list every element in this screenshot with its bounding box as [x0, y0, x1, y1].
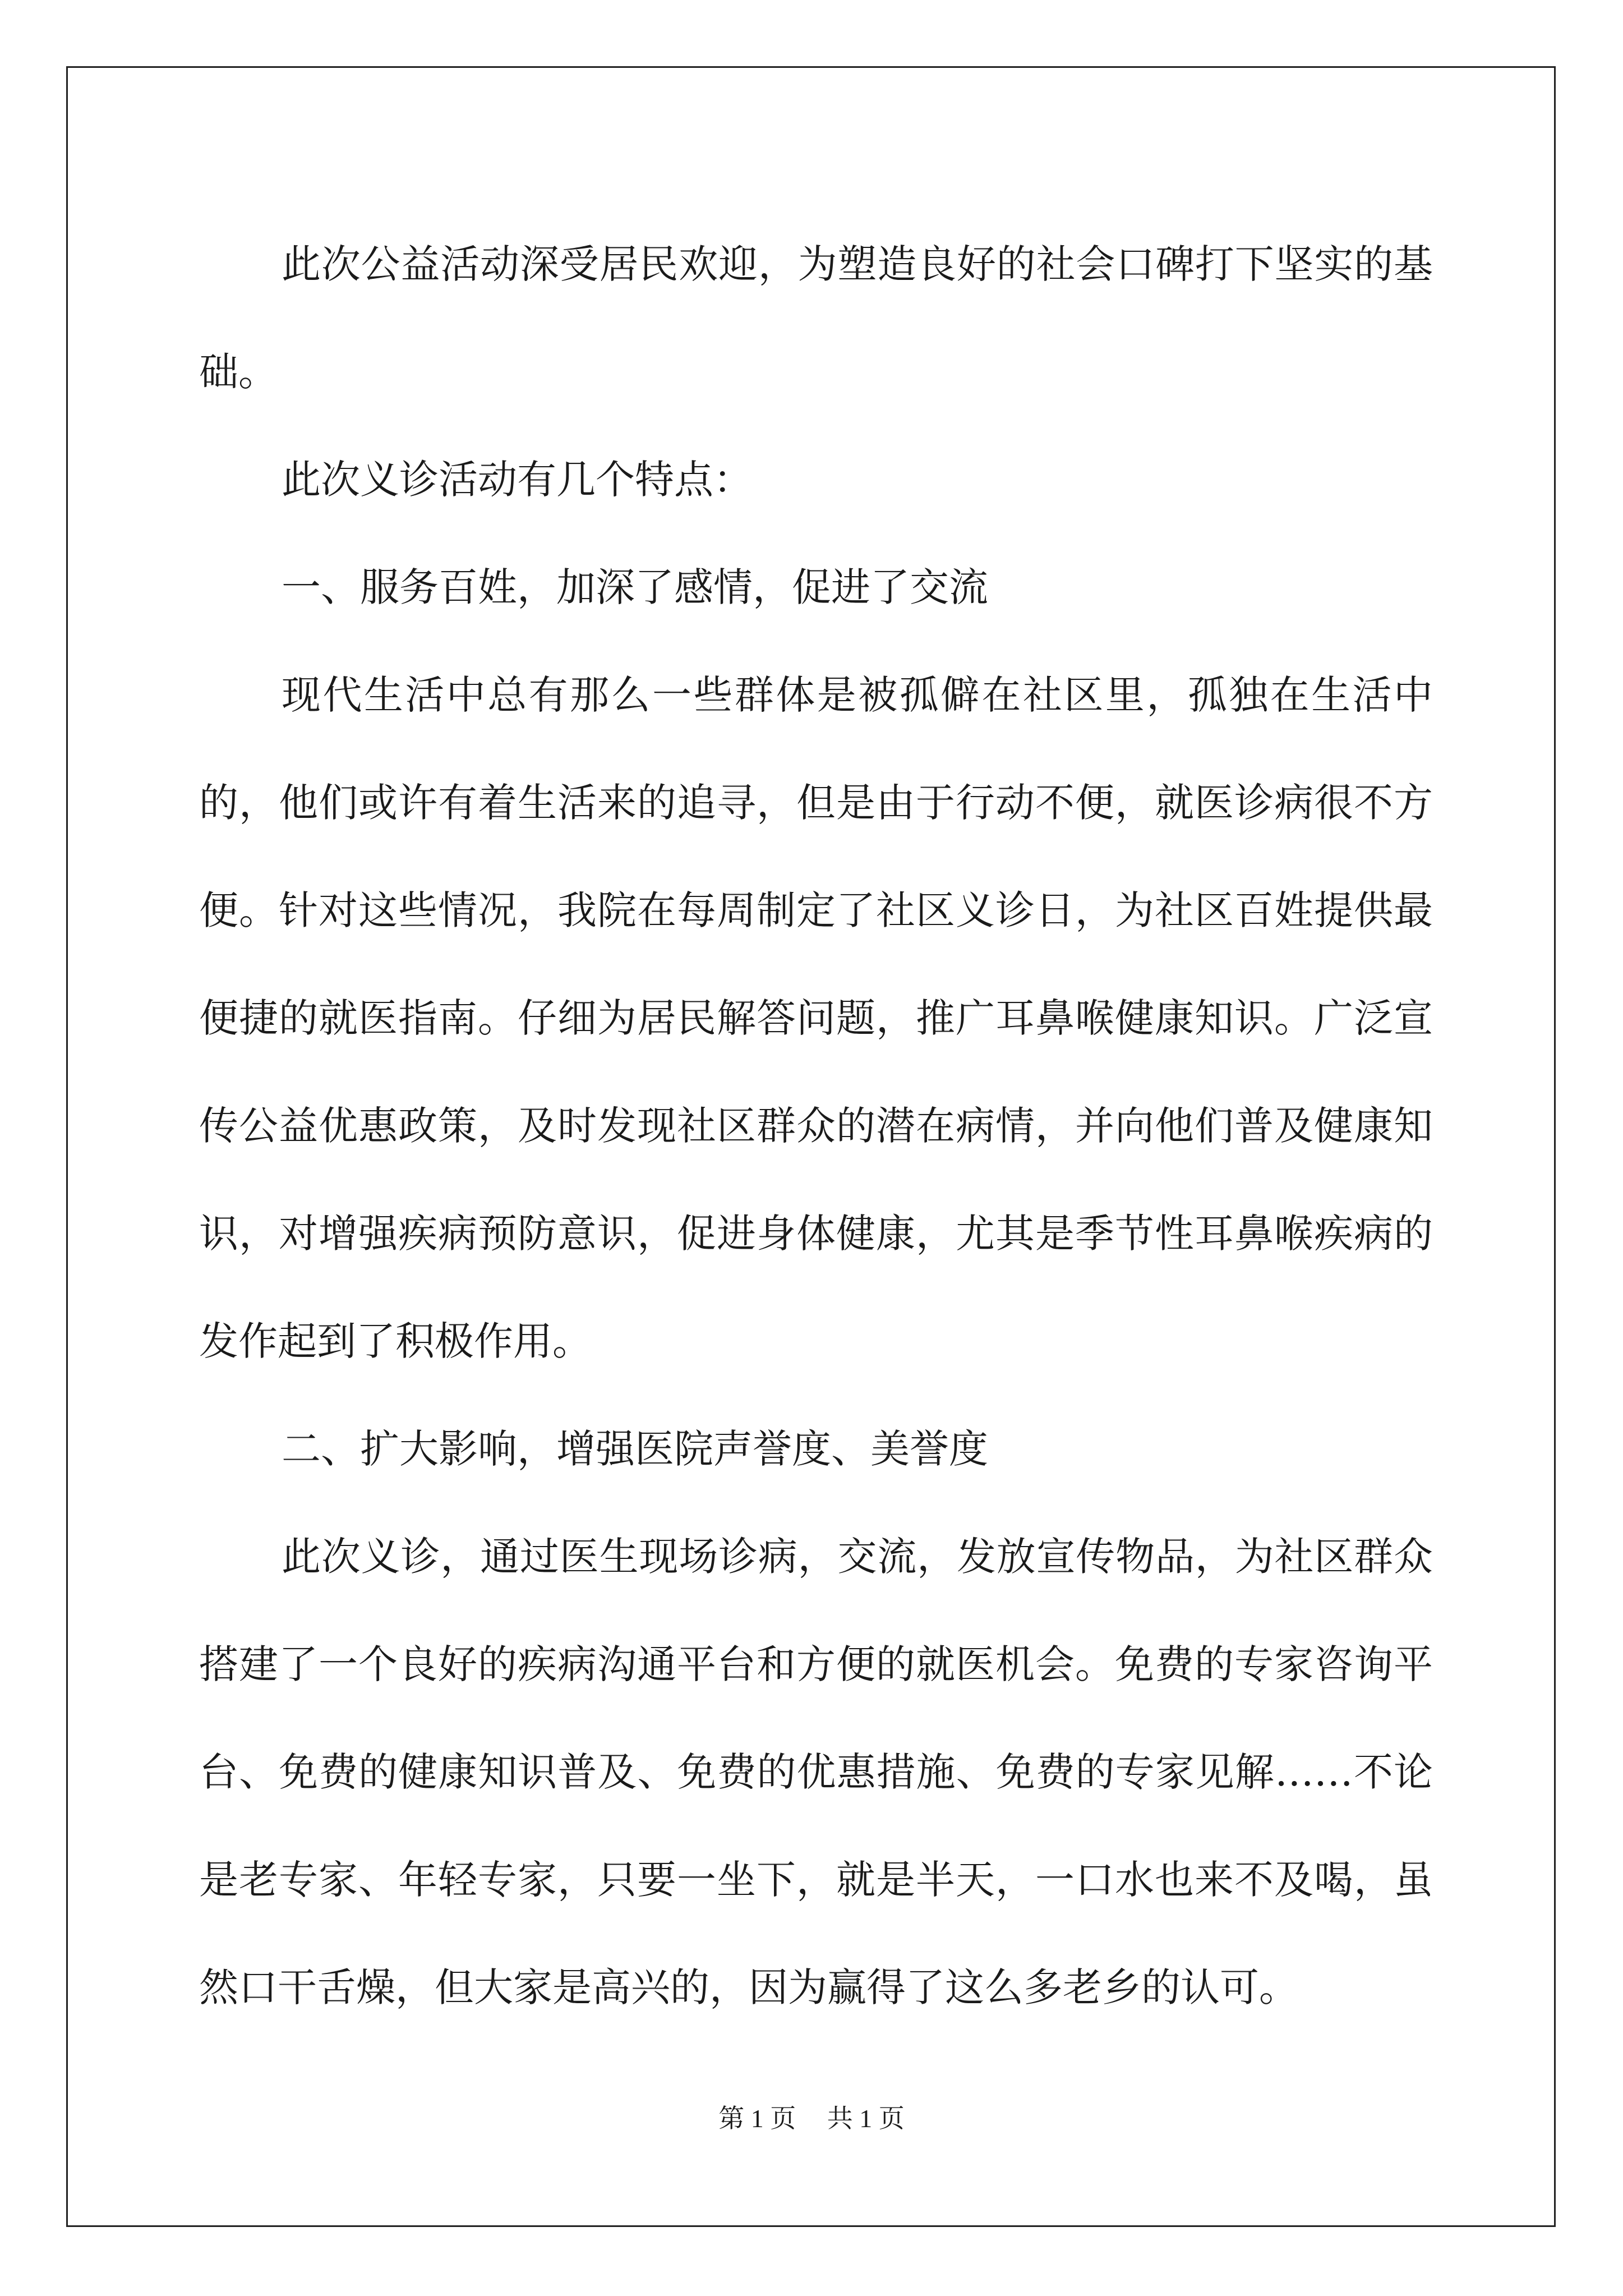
section-heading-1: 一、服务百姓，加深了感情，促进了交流 — [282, 564, 988, 610]
paragraph-section-2: 此次义诊，通过医生现场诊病，交流，发放宣传物品，为社区群众搭建了一个良好的疾病沟通平台和方便的就医机会。免费的专家咨询平台、免费的健康知识普及、免费的优惠措施、免费的专家见解……不论是老专家、年轻专家，只要一坐下，就是半天，一口水也来不及喝，虽然口干舌燥，但大家是高兴的，因为赢得了这么多老乡的认可。 — [199, 1534, 1433, 2010]
document-body — [199, 210, 1433, 2041]
paragraph-features-lead: 此次义诊活动有几个特点： — [282, 457, 753, 503]
page-total: 共 1 页 — [827, 2104, 905, 2133]
paragraph-section-1: 现代生活中总有那么一些群体是被孤僻在社区里，孤独在生活中的，他们或许有着生活来的追寻，但是由于行动不便，就医诊病很不方便。针对这些情况，我院在每周制定了社区义诊日，为社区百姓提供最便捷的就医指南。仔细为居民解答问题，推广耳鼻喉健康知识。广泛宣传公益优惠政策，及时发现社区群众的潜在病情，并向他们普及健康知识，对增强疾病预防意识，促进身体健康，尤其是季节性耳鼻喉疾病的发作起到了积极作用。 — [199, 672, 1433, 1364]
paragraph-intro: 此次公益活动深受居民欢迎，为塑造良好的社会口碑打下坚实的基础。 — [199, 241, 1433, 395]
page-number: 第 1 页 — [718, 2104, 796, 2133]
page-footer — [0, 2098, 1623, 2135]
section-heading-2: 二、扩大影响，增强医院声誉度、美誉度 — [282, 1426, 988, 1472]
